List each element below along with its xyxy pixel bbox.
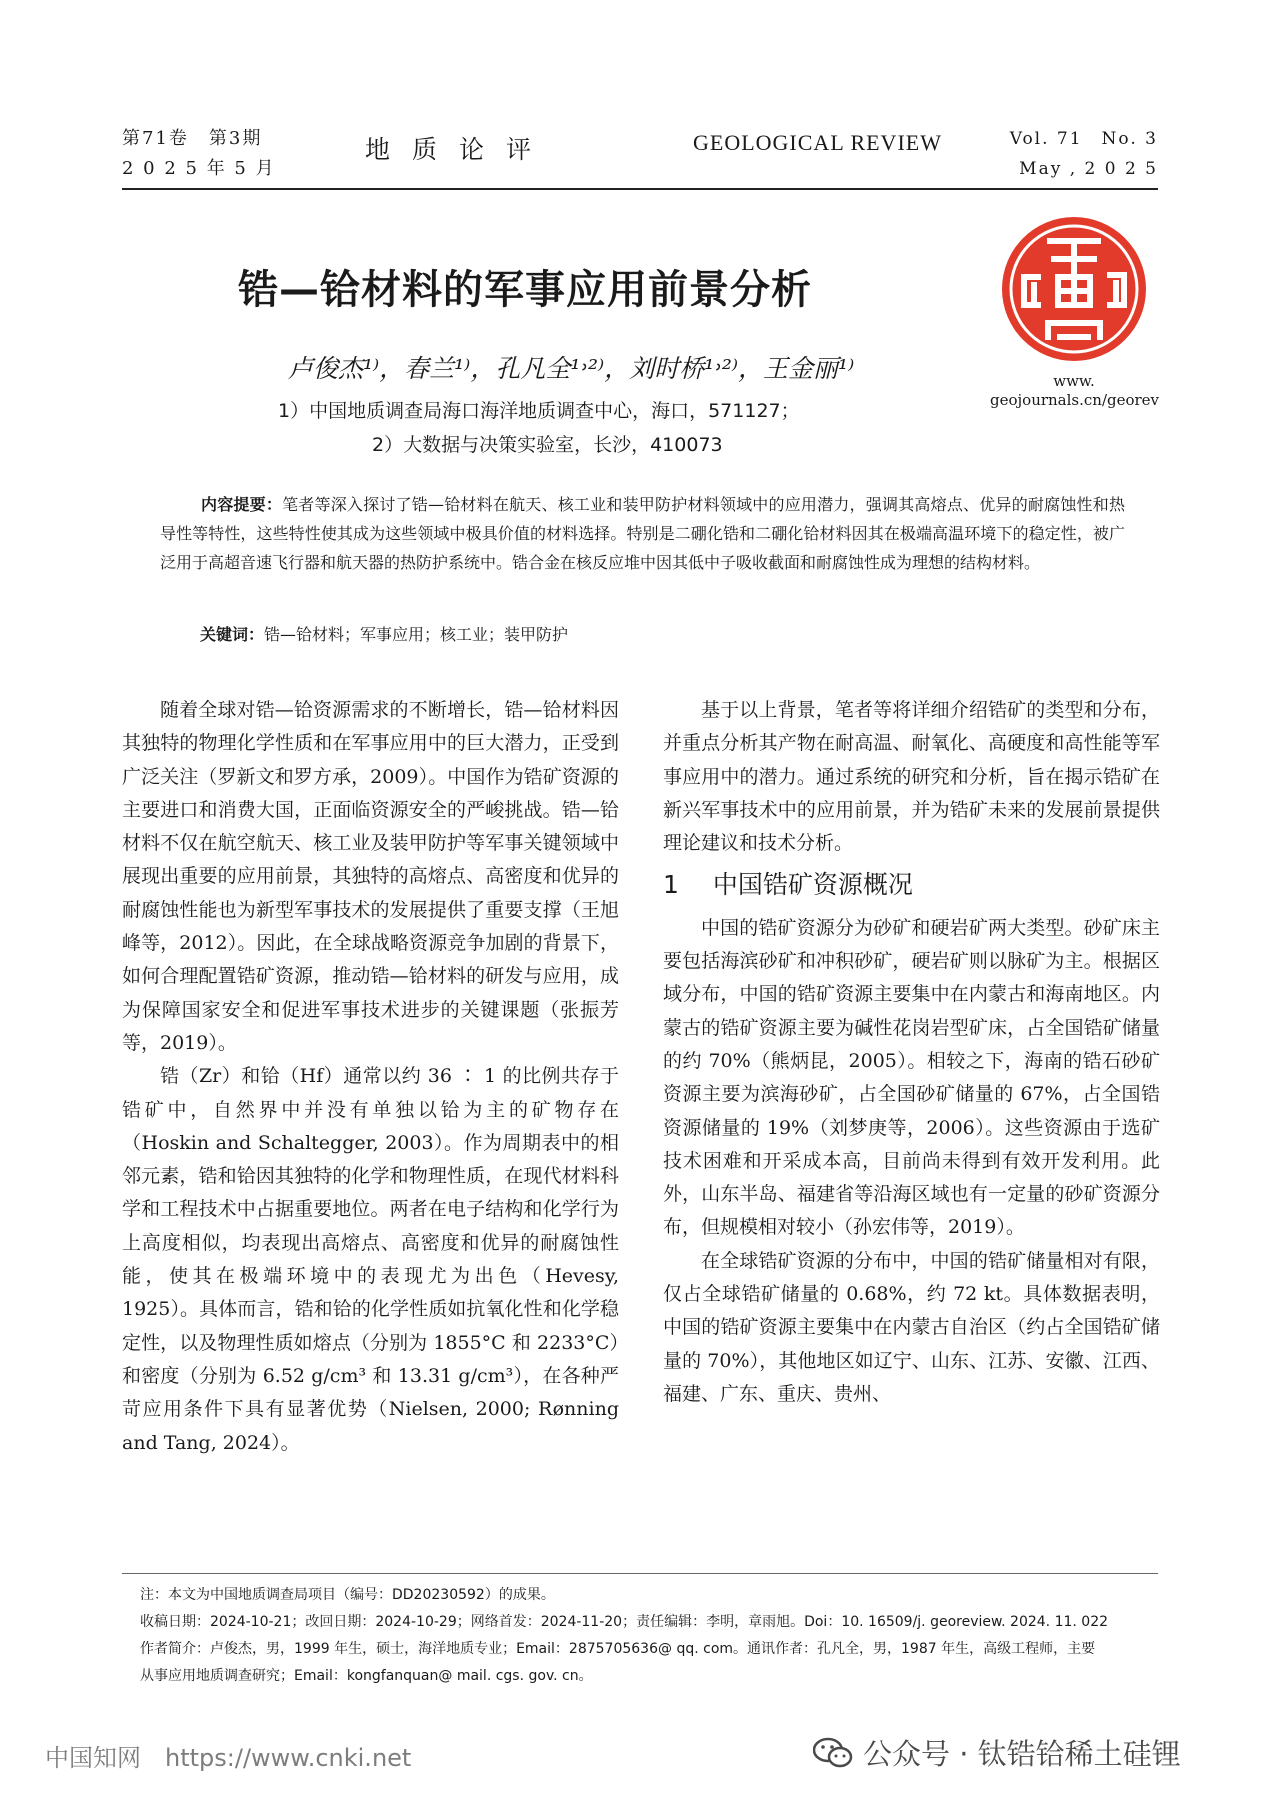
issue-date-en: May , 2 0 2 5 bbox=[1019, 159, 1158, 179]
affiliation-2: 2）大数据与决策实验室，长沙，410073 bbox=[372, 434, 723, 456]
section-heading bbox=[663, 868, 1160, 901]
keywords-text: 锆—铪材料；军事应用；核工业；装甲防护 bbox=[264, 625, 569, 644]
keywords-label: 关键词： bbox=[200, 625, 265, 644]
abstract-label: 内容提要： bbox=[201, 495, 283, 514]
abstract-text: 笔者等深入探讨了锆—铪材料在航天、核工业和装甲防护材料领域中的应用潜力，强调其高熔点、优异的耐腐蚀性和热导性等特性，这些特性使其成为这些领域中极具价值的材料选择。特别是二硼化锆和二硼化铪材料因其在极端高温环境下的稳定性，被广泛用于高超音速飞行器和航天器的热防护系统中。锆合金在核反应堆中因其低中子吸收截面和耐腐蚀性成为理想的结构材料。 bbox=[160, 495, 1125, 572]
wechat-icon bbox=[813, 1736, 853, 1770]
journal-name-en: GEOLOGICAL REVIEW bbox=[693, 130, 942, 155]
cnki-watermark: 中国知网 https://www.cnki.net bbox=[45, 1744, 412, 1772]
right-column bbox=[663, 694, 1160, 1411]
left-column bbox=[122, 694, 619, 1460]
footnotes bbox=[140, 1582, 1150, 1690]
affiliation-1: 1）中国地质调查局海口海洋地质调查中心，海口，571127； bbox=[278, 400, 800, 422]
paragraph: 锆（Zr）和铪（Hf）通常以约 36 ∶ 1 的比例共存于锆矿中，自然界中并没有单独以铪为主的矿物存在（Hoskin and Schaltegger, 2003）。作为周期表中的相邻元素，锆和铪因其独特的化学和物理性质，在现代材料科学和工程技术中占据重要地位。两者在电子结构和化学行为上高度相似，均表现出高熔点、高密度和优异的耐腐蚀性能，使其在极端环境中的表现尤为出色（Hevesy, 1925）。具体而言，锆和铪的化学性质如抗氧化性和化学稳定性，以及物理性质如熔点（分别为 1855°C 和 2233°C）和密度（分别为 6.52 g/cm³ 和 13.31 g/cm³），在各种严苛应用条件下具有显著优势（Nielsen, 2000; Rønning and Tang, 2024）。 bbox=[122, 1065, 619, 1454]
section-title: 中国锆矿资源概况 bbox=[712, 870, 913, 900]
footnote-author-bio-cont: 从事应用地质调查研究；Email：kongfanquan@ mail. cgs. gov. cn。 bbox=[140, 1668, 593, 1684]
website-line-1: www. bbox=[1053, 372, 1095, 390]
keywords bbox=[200, 622, 568, 645]
paragraph: 中国的锆矿资源分为砂矿和硬岩矿两大类型。砂矿床主要包括海滨砂矿和冲积砂矿，硬岩矿则以脉矿为主。根据区域分布，中国的锆矿资源主要集中在内蒙古和海南地区。内蒙古的锆矿资源主要为碱性花岗岩型矿床，占全国锆矿储量的约 70%（熊炳昆，2005）。相较之下，海南的锆石砂矿资源主要为滨海砂矿，占全国砂矿储量的 67%，占全国锆资源储量的 19%（刘梦庚等，2006）。这些资源由于选矿技术困难和开采成本高，目前尚未得到有效开发利用。此外，山东半岛、福建省等沿海区域也有一定量的砂矿资源分布，但规模相对较小（孙宏伟等，2019）。 bbox=[663, 916, 1160, 1239]
footnote-funding: 注：本文为中国地质调查局项目（编号：DD20230592）的成果。 bbox=[140, 1587, 555, 1603]
paper-title: 锆—铪材料的军事应用前景分析 bbox=[238, 267, 812, 313]
journal-seal-icon bbox=[1000, 215, 1148, 363]
section-number: 1 bbox=[663, 870, 679, 900]
volume-issue: 第71卷 第3期 bbox=[122, 128, 263, 149]
issue-info bbox=[122, 124, 276, 184]
footnote-author-bio: 作者简介：卢俊杰，男，1999 年生，硕士，海洋地质专业；Email：2875705636@ qq. com。通讯作者：孔凡全，男，1987 年生，高级工程师，主要 bbox=[140, 1641, 1096, 1657]
abstract bbox=[160, 490, 1125, 577]
wechat-account-name: 公众号 · 钛锆铪稀土硅锂 bbox=[863, 1737, 1181, 1771]
issue-date: 2 0 2 5 年 5 月 bbox=[122, 158, 276, 179]
paragraph: 随着全球对锆—铪资源需求的不断增长，锆—铪材料因其独特的物理化学性质和在军事应用中的巨大潜力，正受到广泛关注（罗新文和罗方承，2009）。中国作为锆矿资源的主要进口和消费大国，正面临资源安全的严峻挑战。锆—铪材料不仅在航空航天、核工业及装甲防护等军事关键领域中展现出重要的应用前景，其独特的高熔点、高密度和优异的耐腐蚀性能也为新型军事技术的发展提供了重要支撑（王旭峰等，2012）。因此，在全球战略资源竞争加剧的背景下，如何合理配置锆矿资源，推动锆—铪材料的研发与应用，成为保障国家安全和促进军事技术进步的关键课题（张振芳等，2019）。 bbox=[122, 699, 619, 1054]
paragraph: 在全球锆矿资源的分布中，中国的锆矿储量相对有限，仅占全球锆矿储量的 0.68%，约 72 kt。具体数据表明，中国的锆矿资源主要集中在内蒙古自治区（约占全国锆矿储量的 70%），其他地区如辽宁、山东、江苏、安徽、江西、福建、广东、重庆、贵州、 bbox=[663, 1249, 1160, 1405]
footnote-dates: 收稿日期：2024-10-21；改回日期：2024-10-29；网络首发：2024-11-20；责任编辑：李明，章雨旭。Doi：10. 16509/j. georeview. 2024. 11. 022 bbox=[140, 1614, 1109, 1630]
wechat-watermark bbox=[813, 1732, 1181, 1773]
authors: 卢俊杰¹⁾，春兰¹⁾，孔凡全¹˒²⁾，刘时桥¹˒²⁾，王金丽¹⁾ bbox=[288, 354, 855, 383]
issue-info-en bbox=[1010, 124, 1158, 184]
website-link[interactable]: geojournals.cn/georev bbox=[990, 391, 1160, 409]
footnote-divider bbox=[122, 1573, 1158, 1574]
volume-issue-en: Vol. 71 No. 3 bbox=[1009, 129, 1158, 149]
header-divider bbox=[122, 188, 1158, 190]
paragraph: 基于以上背景，笔者等将详细介绍锆矿的类型和分布，并重点分析其产物在耐高温、耐氧化、高硬度和高性能等军事应用中的潜力。通过系统的研究和分析，旨在揭示锆矿在新兴军事技术中的应用前景，并为锆矿未来的发展前景提供理论建议和技术分析。 bbox=[663, 699, 1160, 855]
journal-name-cn: 地质论评 bbox=[365, 135, 554, 164]
